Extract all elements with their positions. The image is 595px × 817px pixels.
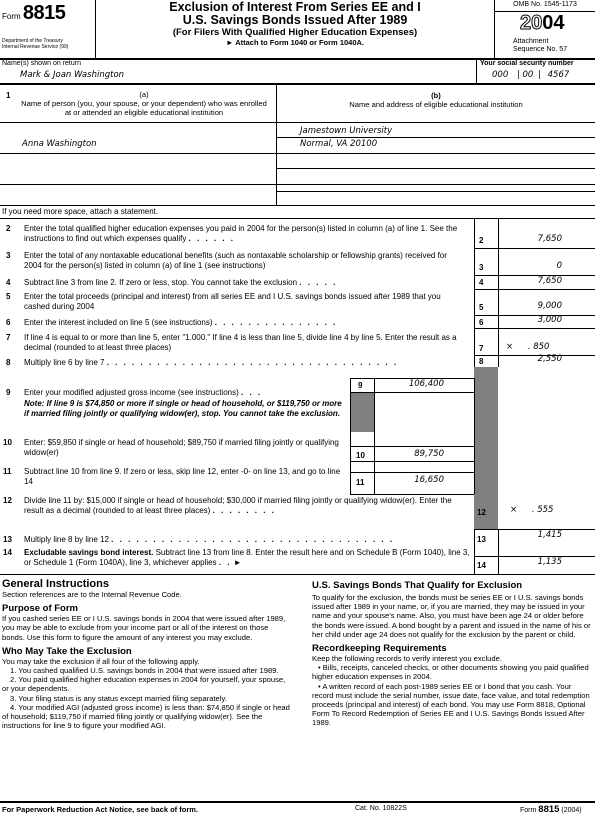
line-4-amount[interactable]: 7,650 [537,276,562,286]
line-9-amount[interactable]: 106,400 [408,379,444,389]
line-13-text: Multiply line 8 by line 12 . . . . . . . . . . . . . . . . . . . . . . . . . . . . . . . . . . [24,535,395,544]
line-10-amount[interactable]: 89,750 [414,449,444,459]
line-6-text: Enter the interest included on line 5 (see instructions) . . . . . . . . . . . . . . . [24,318,338,327]
line-9-label: Enter your modified adjusted gross income (see instructions) [24,388,239,397]
line-13-amount[interactable]: 1,415 [537,530,562,540]
col-b-letter: (b) [431,91,441,100]
line-9-text: Enter your modified adjusted gross income (see instructions) . . . [24,388,263,397]
pof-title: Purpose of Form [2,603,79,615]
line-5-number: 5 [479,303,484,312]
rec-intro: Keep the following records to verify interest you exclude. [312,654,502,664]
institution-address[interactable]: Normal, VA 20100 [300,139,378,149]
col-a-letter: (a) [139,90,149,99]
line-14-text: Excludable savings bond interest. Subtract line 13 from line 8. Enter the result here and on Schedule B (Form 1040), line 3, or Schedule 1 (Form 1040A), line 3, whichever applies . . ► [24,548,470,567]
agency [2,38,68,50]
line-14-bold: Excludable savings bond interest. [24,548,154,557]
pof-text: If you cashed series EE or I U.S. savings bonds in 2004 that were issued after 1989, you may be able to exclude from your income part or all of the interest on those bonds. Use this form to figure the amount of any interest you may exclude. [2,614,286,642]
line-4-text: Subtract line 3 from line 2. If zero or less, stop. You cannot take the exclusion . . . . . [24,278,338,287]
line-2-text: Enter the total qualified higher education expenses you paid in 2004 for the person(s) listed in column (a) of line 1. See the instructions to find out which expenses qualify . . . . . . [24,224,458,243]
line-1-col-b-header [278,91,594,109]
line-6-amount[interactable]: 3,000 [537,315,562,325]
times-sign-12: × [510,505,518,515]
line-9-note: Note: If line 9 is $74,850 or more if single or head of household, or $119,750 or more if married filing jointly or qualifying widow(er), stop. You cannot take the exclusion. [24,399,342,418]
ssn-part-3: 4567 [547,70,570,80]
title-line-1: Exclusion of Interest From Series EE and I [169,0,421,14]
cat-number: Cat. No. 10822S [355,805,407,812]
line-2-amount[interactable]: 7,650 [537,234,562,244]
right-instructions [312,580,594,728]
sequence-no: Sequence No. 57 [513,46,568,53]
line-10-text: Enter: $59,850 if single or head of household; $89,750 if married filing jointly or qualifying widow(er) [24,438,339,457]
who-intro: You may take the exclusion if all four of the following apply. [2,656,200,666]
shaded-cell-num [474,367,498,529]
ssn-label: Your social security number [480,60,574,67]
who-item-1: 1. You cashed qualified U.S. savings bonds in 2004 that were issued after 1989. [10,666,279,676]
line-1-number: 1 [6,91,11,100]
ssn-field[interactable]: 000 | 00 | 4567 [492,70,570,80]
line-2-label: Enter the total qualified higher education expenses you paid in 2004 for the person(s) listed in column (a) of line 1. See the instructions to find out which expenses qualify [24,224,458,243]
rec-title: Recordkeeping Requirements [312,643,447,655]
form-number: 8815 [22,2,66,24]
line-12-label: Divide line 11 by: $15,000 if single or head of household; $30,000 if married filing jointly or qualifying widow(er). Enter the result as a decimal (rounded to at least three places) [24,496,452,515]
taxpayer-name[interactable]: Mark & Joan Washington [20,70,125,80]
times-sign: × [506,342,514,352]
line-3-number: 3 [479,263,484,272]
line-4-label: Subtract line 3 from line 2. If zero or less, stop. You cannot take the exclusion [24,278,298,287]
line-3-amount[interactable]: 0 [556,261,562,271]
line-12-text: Divide line 11 by: $15,000 if single or head of household; $30,000 if married filing jointly or qualifying widow(er). Enter the result as a decimal (rounded to at least three places) . . . . . . . . [24,496,452,515]
line-9-number: 9 [358,381,363,390]
line-13-number: 13 [477,535,486,544]
year-prefix: 20 [520,12,543,34]
line-1-col-a-header [18,90,270,117]
institution-name[interactable]: Jamestown University [300,126,393,136]
attachment-word: Attachment [513,38,549,45]
left-instructions [2,578,292,730]
tax-year [520,12,565,35]
line-7-value: . 850 [527,342,550,352]
rec-item-2: • A written record of each post-1989 series EE or I bond that you cash. Your record must include the serial number, issue date, face value, and total redemption proceeds (principal and interest) of each bond. You may use Form 8818, Optional Form To Record Redemption of Series EE and I U.S. Savings Bonds Issued After 1989. [312,681,590,728]
title-line-2: U.S. Savings Bonds Issued After 1989 [182,13,408,27]
line-5-text: Enter the total proceeds (principal and interest) from all series EE and I U.S. savings bonds issued after 1989 that you cashed during 2004 [24,292,441,311]
footer-form-word: Form [520,807,537,814]
line-7-amount[interactable] [506,342,549,352]
omb-number: OMB No. 1545-1173 [513,1,577,8]
gi-ref: Section references are to the Internal Revenue Code. [2,590,182,599]
gi-title: General Instructions [2,578,109,590]
rec-item-1: • Bills, receipts, canceled checks, or other documents showing you paid qualified higher education expenses in 2004. [312,663,589,682]
footer-form-number: 8815 [538,804,560,815]
line-5-amount[interactable]: 9,000 [537,301,562,311]
bonds-title: U.S. Savings Bonds That Qualify for Exclusion [312,580,523,591]
irs-name: Internal Revenue Service (99) [2,44,69,50]
line-8-number: 8 [479,357,484,366]
attachment-seq [513,38,567,54]
attach-note: ► Attach to Form 1040 or Form 1040A. [225,38,364,47]
line-8-text: Multiply line 6 by line 7 . . . . . . . . . . . . . . . . . . . . . . . . . . . . . . . . . . . [24,358,399,367]
form-label [2,2,65,25]
line-13-label: Multiply line 8 by line 12 [24,535,109,544]
line-2-number: 2 [479,236,484,245]
student-name[interactable]: Anna Washington [22,139,97,149]
bonds-text: To qualify for the exclusion, the bonds must be series EE or I U.S. savings bonds issued after 1989 in your name, or, if you are married, they may be issued in your name and your spouse's name. Also, you must have been age 24 or older before the bonds were issued. A bond bought by a parent and issued in the name of his or her child under age 24 does not qualify for the exclusion by the parent or child. [312,593,591,639]
footer-form-id [520,804,582,815]
line-14-amount[interactable]: 1,135 [537,557,562,567]
line-10-number: 10 [356,451,365,460]
col-a-text: Name of person (you, your spouse, or your dependent) who was enrolled at or attended an eligible educational institution [21,99,267,117]
who-item-4: 4. Your modified AGI (adjusted gross income) is less than: $74,850 if single or head of household; $119,750 if married filing jointly or qualifying widow(er). See the instructions for line 9 to figure your modified AGI. [2,702,290,731]
who-item-2: 2. You paid qualified higher education expenses in 2004 for yourself, your spouse, or your dependents. [2,675,286,694]
line-7-number: 7 [479,344,484,353]
col-b-text: Name and address of eligible educational institution [349,100,523,109]
ssn-part-1: 000 [492,70,509,80]
line-12-value: . 555 [531,505,554,515]
shaded-line9-cell [351,393,374,432]
line-6-number: 6 [479,318,484,327]
line-12-amount[interactable] [510,505,553,515]
ssn-part-2: 00 [522,70,534,80]
line-14-number: 14 [477,561,486,570]
line-4-number: 4 [479,278,484,287]
line-6-label: Enter the interest included on line 5 (see instructions) [24,318,213,327]
line-8-label: Multiply line 6 by line 7 [24,358,105,367]
line-12-number: 12 [477,508,486,517]
line-7-text: If line 4 is equal to or more than line 5, enter "1.000." If line 4 is less than line 5, divide line 4 by line 5. Enter the result as a decimal (rounded to at least three places) [24,333,457,352]
name-label: Name(s) shown on return [2,60,81,67]
line-11-number: 11 [356,478,365,487]
who-item-3: 3. Your filing status is any status except married filing separately. [10,693,227,703]
line-14-label: Subtract line 13 from line 8. Enter the result here and on Schedule B (Form 1040), line 3, or Schedule 1 (Form 1040A), line 3, whichever applies [24,548,470,567]
dept-name: Department of the Treasury [2,38,63,44]
line-8-amount[interactable]: 2,550 [537,354,562,364]
form-title [96,1,494,48]
footer-year: (2004) [561,807,582,814]
form-word: Form [2,12,21,21]
line-3-text: Enter the total of any nontaxable educational benefits (such as nontaxable scholarship or fellowship grants) received for 2004 for the person(s) listed in column (a) of line 1 (see instructions) [24,251,447,270]
line-11-amount[interactable]: 16,650 [414,475,444,485]
pra-notice: For Paperwork Reduction Act Notice, see back of form. [2,805,199,814]
year-suffix: 04 [542,12,565,34]
more-space-note: If you need more space, attach a statement. [2,207,159,216]
subtitle: (For Filers With Qualified Higher Education Expenses) [172,27,418,38]
line-11-text: Subtract line 10 from line 9. If zero or less, skip line 12, enter -0- on line 13, and go to line 14 [24,467,341,486]
who-title: Who May Take the Exclusion [2,645,132,657]
